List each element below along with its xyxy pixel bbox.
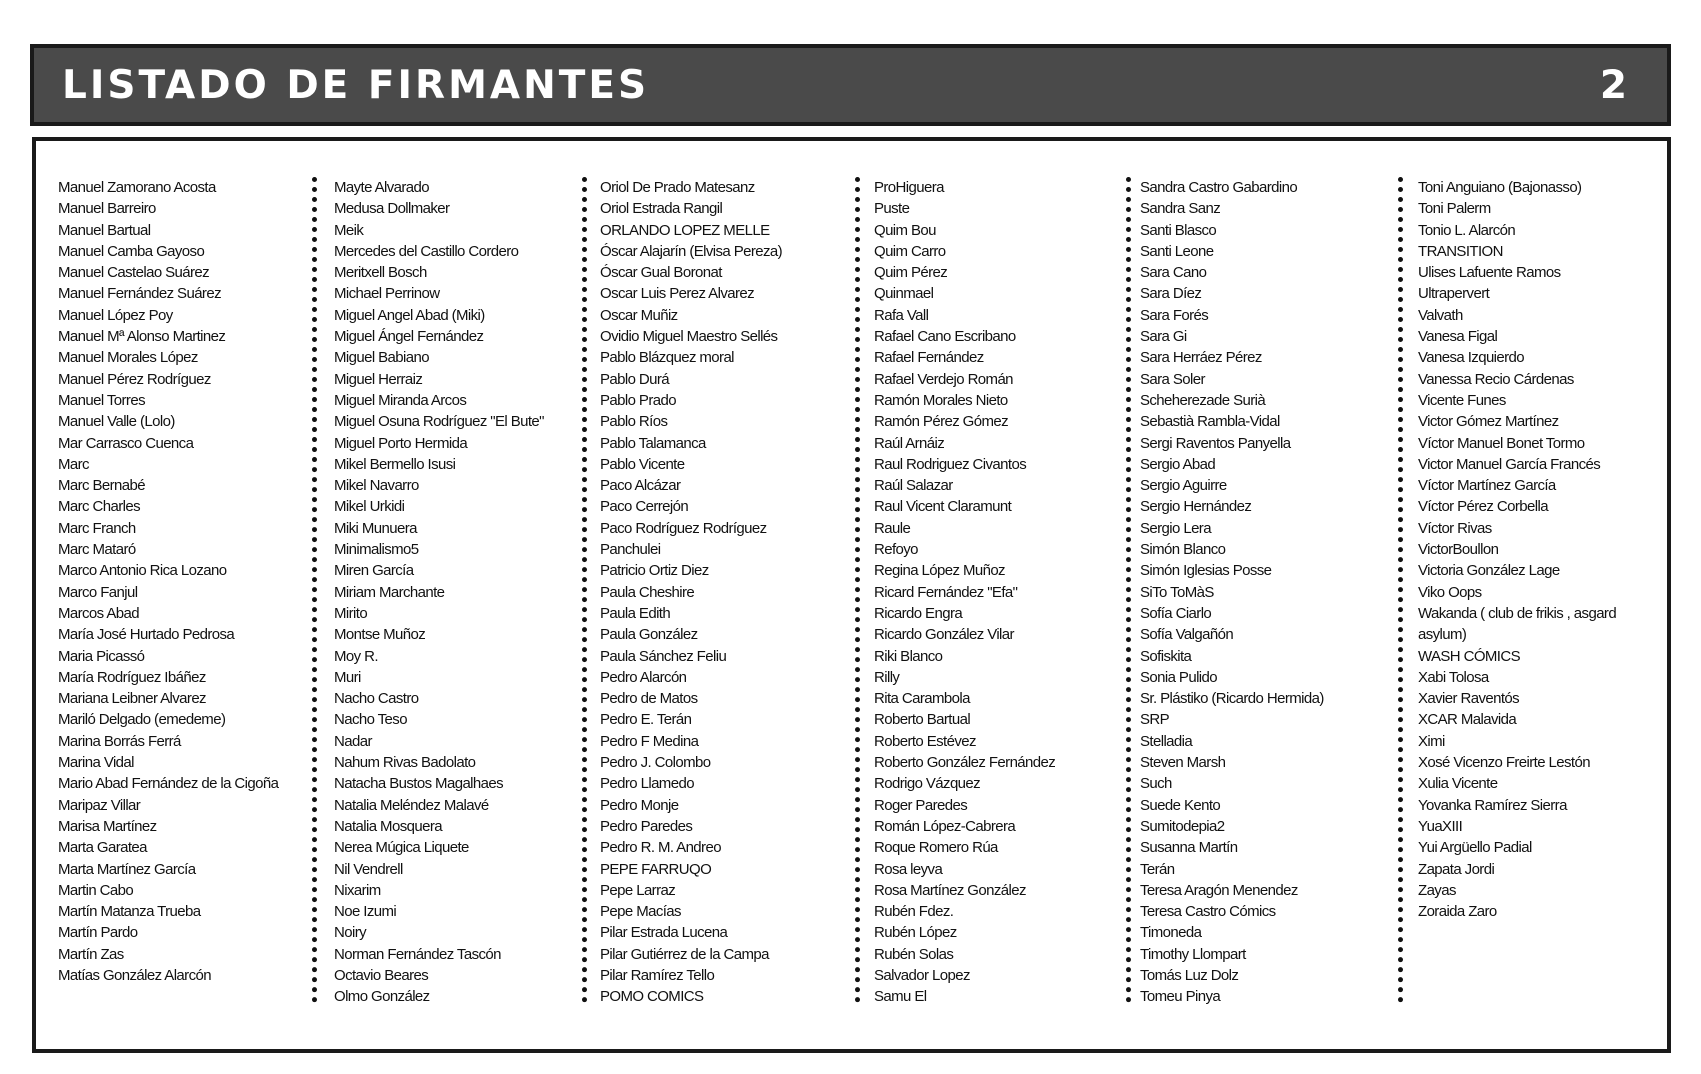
signatory-name: Norman Fernández Tascón [334, 945, 501, 963]
signatory-name: Samu El [874, 988, 927, 1006]
signatory-name: Manuel Bartual [58, 221, 151, 239]
signatory-name: Pablo Prado [600, 391, 676, 409]
signatory-name: Miriam Marchante [334, 583, 445, 601]
signatory-name: Paco Alcázar [600, 477, 681, 495]
signatory-name: Oriol De Prado Matesanz [600, 179, 755, 196]
signatory-name: Marina Borrás Ferrá [58, 732, 181, 750]
signatory-column [334, 177, 574, 1008]
signatory-name: Vanesa Figal [1418, 328, 1498, 346]
signatory-name: Meritxell Bosch [334, 264, 427, 282]
signatory-name: Natalia Meléndez Malavé [334, 796, 489, 814]
signatory-name: WASH CÓMICS [1418, 647, 1521, 665]
signatory-name: Santi Blasco [1140, 221, 1217, 239]
signatory-name: Mariana Leibner Alvarez [58, 690, 206, 708]
signatory-name: Manuel Torres [58, 391, 145, 409]
signatory-name: Zayas [1418, 881, 1456, 899]
signatory-name: Quim Pérez [874, 264, 948, 282]
signatory-name: Tomeu Pinya [1140, 988, 1221, 1006]
signatory-name: Sergio Abad [1140, 455, 1216, 473]
signatory-name: Roque Romero Rúa [874, 839, 998, 857]
signatory-name: PEPE FARRUQO [600, 860, 712, 878]
signatory-name: Pedro de Matos [600, 690, 698, 708]
signatory-name: Marc [58, 455, 89, 473]
signatory-name: Pilar Gutiérrez de la Campa [600, 945, 769, 963]
signatory-name: Marcos Abad [58, 604, 139, 622]
signatory-name: Marc Bernabé [58, 477, 146, 495]
signatory-name: Salvador Lopez [874, 966, 970, 984]
signatory-name: Scheherezade Surià [1140, 391, 1266, 409]
signatory-name: Sebastià Rambla-Vidal [1140, 413, 1280, 431]
signatory-name: Manuel Pérez Rodríguez [58, 370, 211, 388]
signatory-name: Montse Muñoz [334, 626, 426, 644]
signatory-name: Vanessa Recio Cárdenas [1418, 370, 1574, 388]
signatory-name: Manuel Morales López [58, 349, 198, 367]
signatory-name: Manuel Zamorano Acosta [58, 179, 216, 196]
signatory-name: Rubén Fdez. [874, 903, 954, 921]
signatory-name: Roberto Estévez [874, 732, 976, 750]
signatory-name: Manuel Mª Alonso Martinez [58, 328, 226, 346]
signatory-name: Pedro F Medina [600, 732, 699, 750]
signatory-name: Nacho Castro [334, 690, 419, 708]
signatory-name: Ramón Morales Nieto [874, 391, 1008, 409]
signatory-name: Sara Gi [1140, 328, 1187, 346]
signatory-name: YuaXIII [1418, 817, 1463, 835]
signatory-name: Ulises Lafuente Ramos [1418, 264, 1561, 282]
signatory-name: Paula Cheshire [600, 583, 695, 601]
signatory-name: Sonia Pulido [1140, 668, 1218, 686]
signatory-name: Nil Vendrell [334, 860, 403, 878]
signatory-name: Victor Gómez Martínez [1418, 413, 1559, 431]
signatory-name: Vicente Funes [1418, 391, 1506, 409]
signatory-name: Miguel Ángel Fernández [334, 328, 484, 346]
signatory-name: Tonio L. Alarcón [1418, 221, 1516, 239]
signatory-name: Nadar [334, 732, 372, 750]
signatory-name: Rosa leyva [874, 860, 943, 878]
signatory-name: Regina López Muñoz [874, 562, 1005, 580]
signatory-name: Ricard Fernández "Efa" [874, 583, 1018, 601]
signatory-name: Ultrapervert [1418, 285, 1490, 303]
signatory-name: Suede Kento [1140, 796, 1221, 814]
signatory-name: Panchulei [600, 541, 661, 559]
signatory-name: Wakanda ( club de frikis , asgard asylum) [1418, 604, 1617, 644]
signatory-name: Miguel Herraiz [334, 370, 423, 388]
signatory-name: Simón Blanco [1140, 541, 1226, 559]
signatory-name: Muri [334, 668, 361, 686]
signatory-name: Víctor Rivas [1418, 519, 1492, 537]
signatory-name: Rodrigo Vázquez [874, 775, 981, 793]
signatory-name: Zapata Jordi [1418, 860, 1495, 878]
signatory-column [58, 177, 298, 986]
signatory-name: Riki Blanco [874, 647, 943, 665]
signatory-name: Nixarim [334, 881, 381, 899]
signatory-column [874, 177, 1114, 1008]
signatory-name: Marc Franch [58, 519, 136, 537]
signatory-name: Mariló Delgado (emedeme) [58, 711, 226, 729]
page-header [30, 44, 1671, 126]
signatory-name: Mayte Alvarado [334, 179, 429, 196]
signatory-name: Noe Izumi [334, 903, 397, 921]
signatory-name: María Rodríguez Ibáñez [58, 668, 206, 686]
signatory-name: Ricardo Engra [874, 604, 963, 622]
signatory-name: Rafa Vall [874, 306, 929, 324]
signatory-name: Sofía Ciarlo [1140, 604, 1212, 622]
signatory-name: ORLANDO LOPEZ MELLE [600, 221, 770, 239]
column-divider [855, 177, 860, 1003]
signatory-name: Marisa Martínez [58, 817, 157, 835]
signatory-name: Xulia Vicente [1418, 775, 1498, 793]
signatory-name: Pablo Vicente [600, 455, 685, 473]
signatory-name: Pablo Talamanca [600, 434, 706, 452]
signatory-name: Óscar Gual Boronat [600, 264, 722, 282]
signatory-name: Sumitodepia2 [1140, 817, 1225, 835]
signatory-name: Sergio Aguirre [1140, 477, 1227, 495]
signatory-name: Natalia Mosquera [334, 817, 442, 835]
signatory-name: Martín Matanza Trueba [58, 903, 201, 921]
signatory-name: María José Hurtado Pedrosa [58, 626, 235, 644]
signatory-name: Manuel Fernández Suárez [58, 285, 221, 303]
signatory-name: Yui Argüello Padial [1418, 839, 1532, 857]
signatory-name: Steven Marsh [1140, 754, 1226, 772]
signatory-name: Such [1140, 775, 1172, 793]
signatory-name: Manuel Camba Gayoso [58, 242, 205, 260]
signatory-name: Santi Leone [1140, 242, 1214, 260]
signatory-name: Octavio Beares [334, 966, 429, 984]
signatory-name: Manuel Barreiro [58, 200, 156, 218]
signatory-name: Paco Cerrejón [600, 498, 689, 516]
signatory-name: Quim Bou [874, 221, 936, 239]
signatory-name: Rubén López [874, 924, 957, 942]
signatory-name: Marc Charles [58, 498, 140, 516]
signatory-name: Raul Rodriguez Civantos [874, 455, 1027, 473]
signatory-name: Noiry [334, 924, 367, 942]
signatory-name: Pablo Blázquez moral [600, 349, 734, 367]
column-divider [1398, 177, 1403, 1003]
signatory-name: Marco Fanjul [58, 583, 138, 601]
signatory-name: Pedro Monje [600, 796, 679, 814]
signatory-name: Marco Antonio Rica Lozano [58, 562, 227, 580]
signatory-name: Medusa Dollmaker [334, 200, 450, 218]
signatory-name: Marina Vidal [58, 754, 134, 772]
signatory-name: Simón Iglesias Posse [1140, 562, 1272, 580]
signatory-name: Rosa Martínez González [874, 881, 1026, 899]
signatory-name: Teresa Aragón Menendez [1140, 881, 1298, 899]
signatories-panel [32, 137, 1671, 1053]
signatory-name: Sergi Raventos Panyella [1140, 434, 1291, 452]
column-divider [582, 177, 587, 1003]
signatory-name: Nahum Rivas Badolato [334, 754, 476, 772]
signatory-name: Martín Zas [58, 945, 124, 963]
signatory-name: Moy R. [334, 647, 378, 665]
signatory-name: XCAR Malavida [1418, 711, 1517, 729]
signatory-column [600, 177, 840, 1008]
signatory-name: Pedro Alarcón [600, 668, 687, 686]
signatory-name: Mikel Navarro [334, 477, 419, 495]
signatory-name: Raúl Arnáiz [874, 434, 945, 452]
signatory-name: Pepe Macías [600, 903, 681, 921]
signatory-name: Manuel Castelao Suárez [58, 264, 210, 282]
signatory-name: Roberto González Fernández [874, 754, 1056, 772]
signatory-name: Pedro Paredes [600, 817, 693, 835]
signatory-name: Meik [334, 221, 364, 239]
signatory-name: Marta Garatea [58, 839, 147, 857]
signatory-name: Pablo Ríos [600, 413, 668, 431]
signatory-name: Timothy Llompart [1140, 945, 1246, 963]
signatory-name: Sara Forés [1140, 306, 1209, 324]
signatory-name: Quim Carro [874, 242, 946, 260]
signatory-name: Sara Herráez Pérez [1140, 349, 1262, 367]
signatory-name: Miguel Osuna Rodríguez "El Bute" [334, 413, 544, 431]
signatory-name: Víctor Martínez García [1418, 477, 1556, 495]
signatory-name: Marta Martínez García [58, 860, 196, 878]
signatory-name: Miguel Porto Hermida [334, 434, 468, 452]
signatory-name: Sara Cano [1140, 264, 1207, 282]
signatory-name: Ximi [1418, 732, 1445, 750]
signatory-name: Paula Edith [600, 604, 671, 622]
page-title: LISTADO DE FIRMANTES [62, 62, 650, 108]
signatory-name: Paula Sánchez Feliu [600, 647, 727, 665]
signatory-name: Sergio Hernández [1140, 498, 1252, 516]
signatory-name: Miren García [334, 562, 414, 580]
signatory-name: VictorBoullon [1418, 541, 1499, 559]
signatory-name: Toni Anguiano (Bajonasso) [1418, 179, 1582, 196]
signatory-name: Mirito [334, 604, 368, 622]
signatory-name: Román López-Cabrera [874, 817, 1016, 835]
signatory-name: Mercedes del Castillo Cordero [334, 242, 519, 260]
signatory-name: Nerea Múgica Liquete [334, 839, 469, 857]
signatory-name: Sandra Sanz [1140, 200, 1221, 218]
signatory-name: Óscar Alajarín (Elvisa Pereza) [600, 242, 783, 260]
signatory-name: Ricardo González Vilar [874, 626, 1014, 644]
signatory-name: Pilar Ramírez Tello [600, 966, 715, 984]
signatory-name: Martín Pardo [58, 924, 138, 942]
signatory-name: Miguel Angel Abad (Miki) [334, 306, 485, 324]
signatory-name: Paco Rodríguez Rodríguez [600, 519, 767, 537]
signatory-name: ProHiguera [874, 179, 944, 196]
signatory-name: Valvath [1418, 306, 1463, 324]
signatory-name: Olmo González [334, 988, 430, 1006]
signatory-name: Rafael Fernández [874, 349, 984, 367]
signatory-name: Paula González [600, 626, 698, 644]
signatory-name: Minimalismo5 [334, 541, 419, 559]
signatory-name: Rafael Cano Escribano [874, 328, 1016, 346]
signatory-name: Victoria González Lage [1418, 562, 1560, 580]
page-number: 2 [1599, 62, 1627, 108]
signatory-name: Manuel López Poy [58, 306, 173, 324]
signatory-name: Víctor Pérez Corbella [1418, 498, 1548, 516]
signatory-name: Viko Oops [1418, 583, 1482, 601]
signatory-name: Miguel Miranda Arcos [334, 391, 467, 409]
signatory-name: Rita Carambola [874, 690, 970, 708]
signatory-name: Tomás Luz Dolz [1140, 966, 1239, 984]
signatory-name: Xabi Tolosa [1418, 668, 1489, 686]
signatory-name: Refoyo [874, 541, 918, 559]
signatory-name: Terán [1140, 860, 1175, 878]
signatory-name: Quinmael [874, 285, 934, 303]
signatory-name: Victor Manuel García Francés [1418, 455, 1601, 473]
signatory-name: Sergio Lera [1140, 519, 1211, 537]
signatory-column [1418, 177, 1658, 922]
signatory-name: SRP [1140, 711, 1170, 729]
signatory-name: Martin Cabo [58, 881, 134, 899]
signatory-name: Ramón Pérez Gómez [874, 413, 1009, 431]
signatory-name: Miguel Babiano [334, 349, 430, 367]
signatory-name: Puste [874, 200, 910, 218]
signatory-name: Toni Palerm [1418, 200, 1491, 218]
signatory-name: Teresa Castro Cómics [1140, 903, 1276, 921]
signatory-name: Mikel Bermello Isusi [334, 455, 456, 473]
signatory-name: Pedro J. Colombo [600, 754, 711, 772]
signatory-name: Oriol Estrada Rangil [600, 200, 723, 218]
signatory-name: Nacho Teso [334, 711, 407, 729]
signatory-name: Oscar Muñiz [600, 306, 678, 324]
signatory-name: Mario Abad Fernández de la Cigoña [58, 775, 279, 793]
signatory-name: Sandra Castro Gabardino [1140, 179, 1298, 196]
signatory-name: Mikel Urkidi [334, 498, 405, 516]
signatory-name: Vanesa Izquierdo [1418, 349, 1525, 367]
signatory-name: Ovidio Miguel Maestro Sellés [600, 328, 778, 346]
column-divider [1126, 177, 1131, 1003]
signatory-name: Michael Perrinow [334, 285, 440, 303]
signatory-name: Stelladia [1140, 732, 1193, 750]
signatory-name: Marc Mataró [58, 541, 136, 559]
signatory-name: Oscar Luis Perez Alvarez [600, 285, 754, 303]
signatory-name: Pedro E. Terán [600, 711, 692, 729]
signatory-name: Sofiskita [1140, 647, 1192, 665]
signatory-name: Pedro Llamedo [600, 775, 694, 793]
signatory-name: Maria Picassó [58, 647, 145, 665]
signatory-name: Xavier Raventós [1418, 690, 1520, 708]
signatory-name: Timoneda [1140, 924, 1202, 942]
signatory-name: Sofía Valgañón [1140, 626, 1234, 644]
signatory-name: Raúl Salazar [874, 477, 953, 495]
signatory-name: Zoraida Zaro [1418, 903, 1497, 921]
signatory-name: Roger Paredes [874, 796, 968, 814]
signatory-name: Miki Munuera [334, 519, 417, 537]
signatory-column [1140, 177, 1380, 1008]
signatory-name: Matías González Alarcón [58, 966, 211, 984]
signatory-name: Maripaz Villar [58, 796, 141, 814]
signatory-name: Sara Díez [1140, 285, 1202, 303]
signatory-name: Rubén Solas [874, 945, 954, 963]
signatory-name: Raul Vicent Claramunt [874, 498, 1012, 516]
column-divider [312, 177, 317, 1003]
signatory-name: Sara Soler [1140, 370, 1205, 388]
signatory-name: Xosé Vicenzo Freirte Lestón [1418, 754, 1590, 772]
signatory-name: Manuel Valle (Lolo) [58, 413, 175, 431]
signatory-name: Rilly [874, 668, 900, 686]
signatory-name: Pilar Estrada Lucena [600, 924, 728, 942]
signatory-name: Pablo Durá [600, 370, 670, 388]
signatory-name: SiTo ToMàS [1140, 583, 1214, 601]
signatory-name: Rafael Verdejo Román [874, 370, 1013, 388]
signatory-name: Roberto Bartual [874, 711, 971, 729]
signatory-name: Sr. Plástiko (Ricardo Hermida) [1140, 690, 1324, 708]
signatory-name: Yovanka Ramírez Sierra [1418, 796, 1567, 814]
signatory-name: POMO COMICS [600, 988, 704, 1006]
signatory-name: TRANSITION [1418, 242, 1503, 260]
signatory-name: Raule [874, 519, 911, 537]
signatory-name: Pedro R. M. Andreo [600, 839, 721, 857]
signatory-name: Mar Carrasco Cuenca [58, 434, 194, 452]
signatory-name: Patricio Ortiz Diez [600, 562, 709, 580]
signatory-name: Víctor Manuel Bonet Tormo [1418, 434, 1585, 452]
signatory-name: Susanna Martín [1140, 839, 1238, 857]
signatory-name: Natacha Bustos Magalhaes [334, 775, 504, 793]
signatory-name: Pepe Larraz [600, 881, 676, 899]
